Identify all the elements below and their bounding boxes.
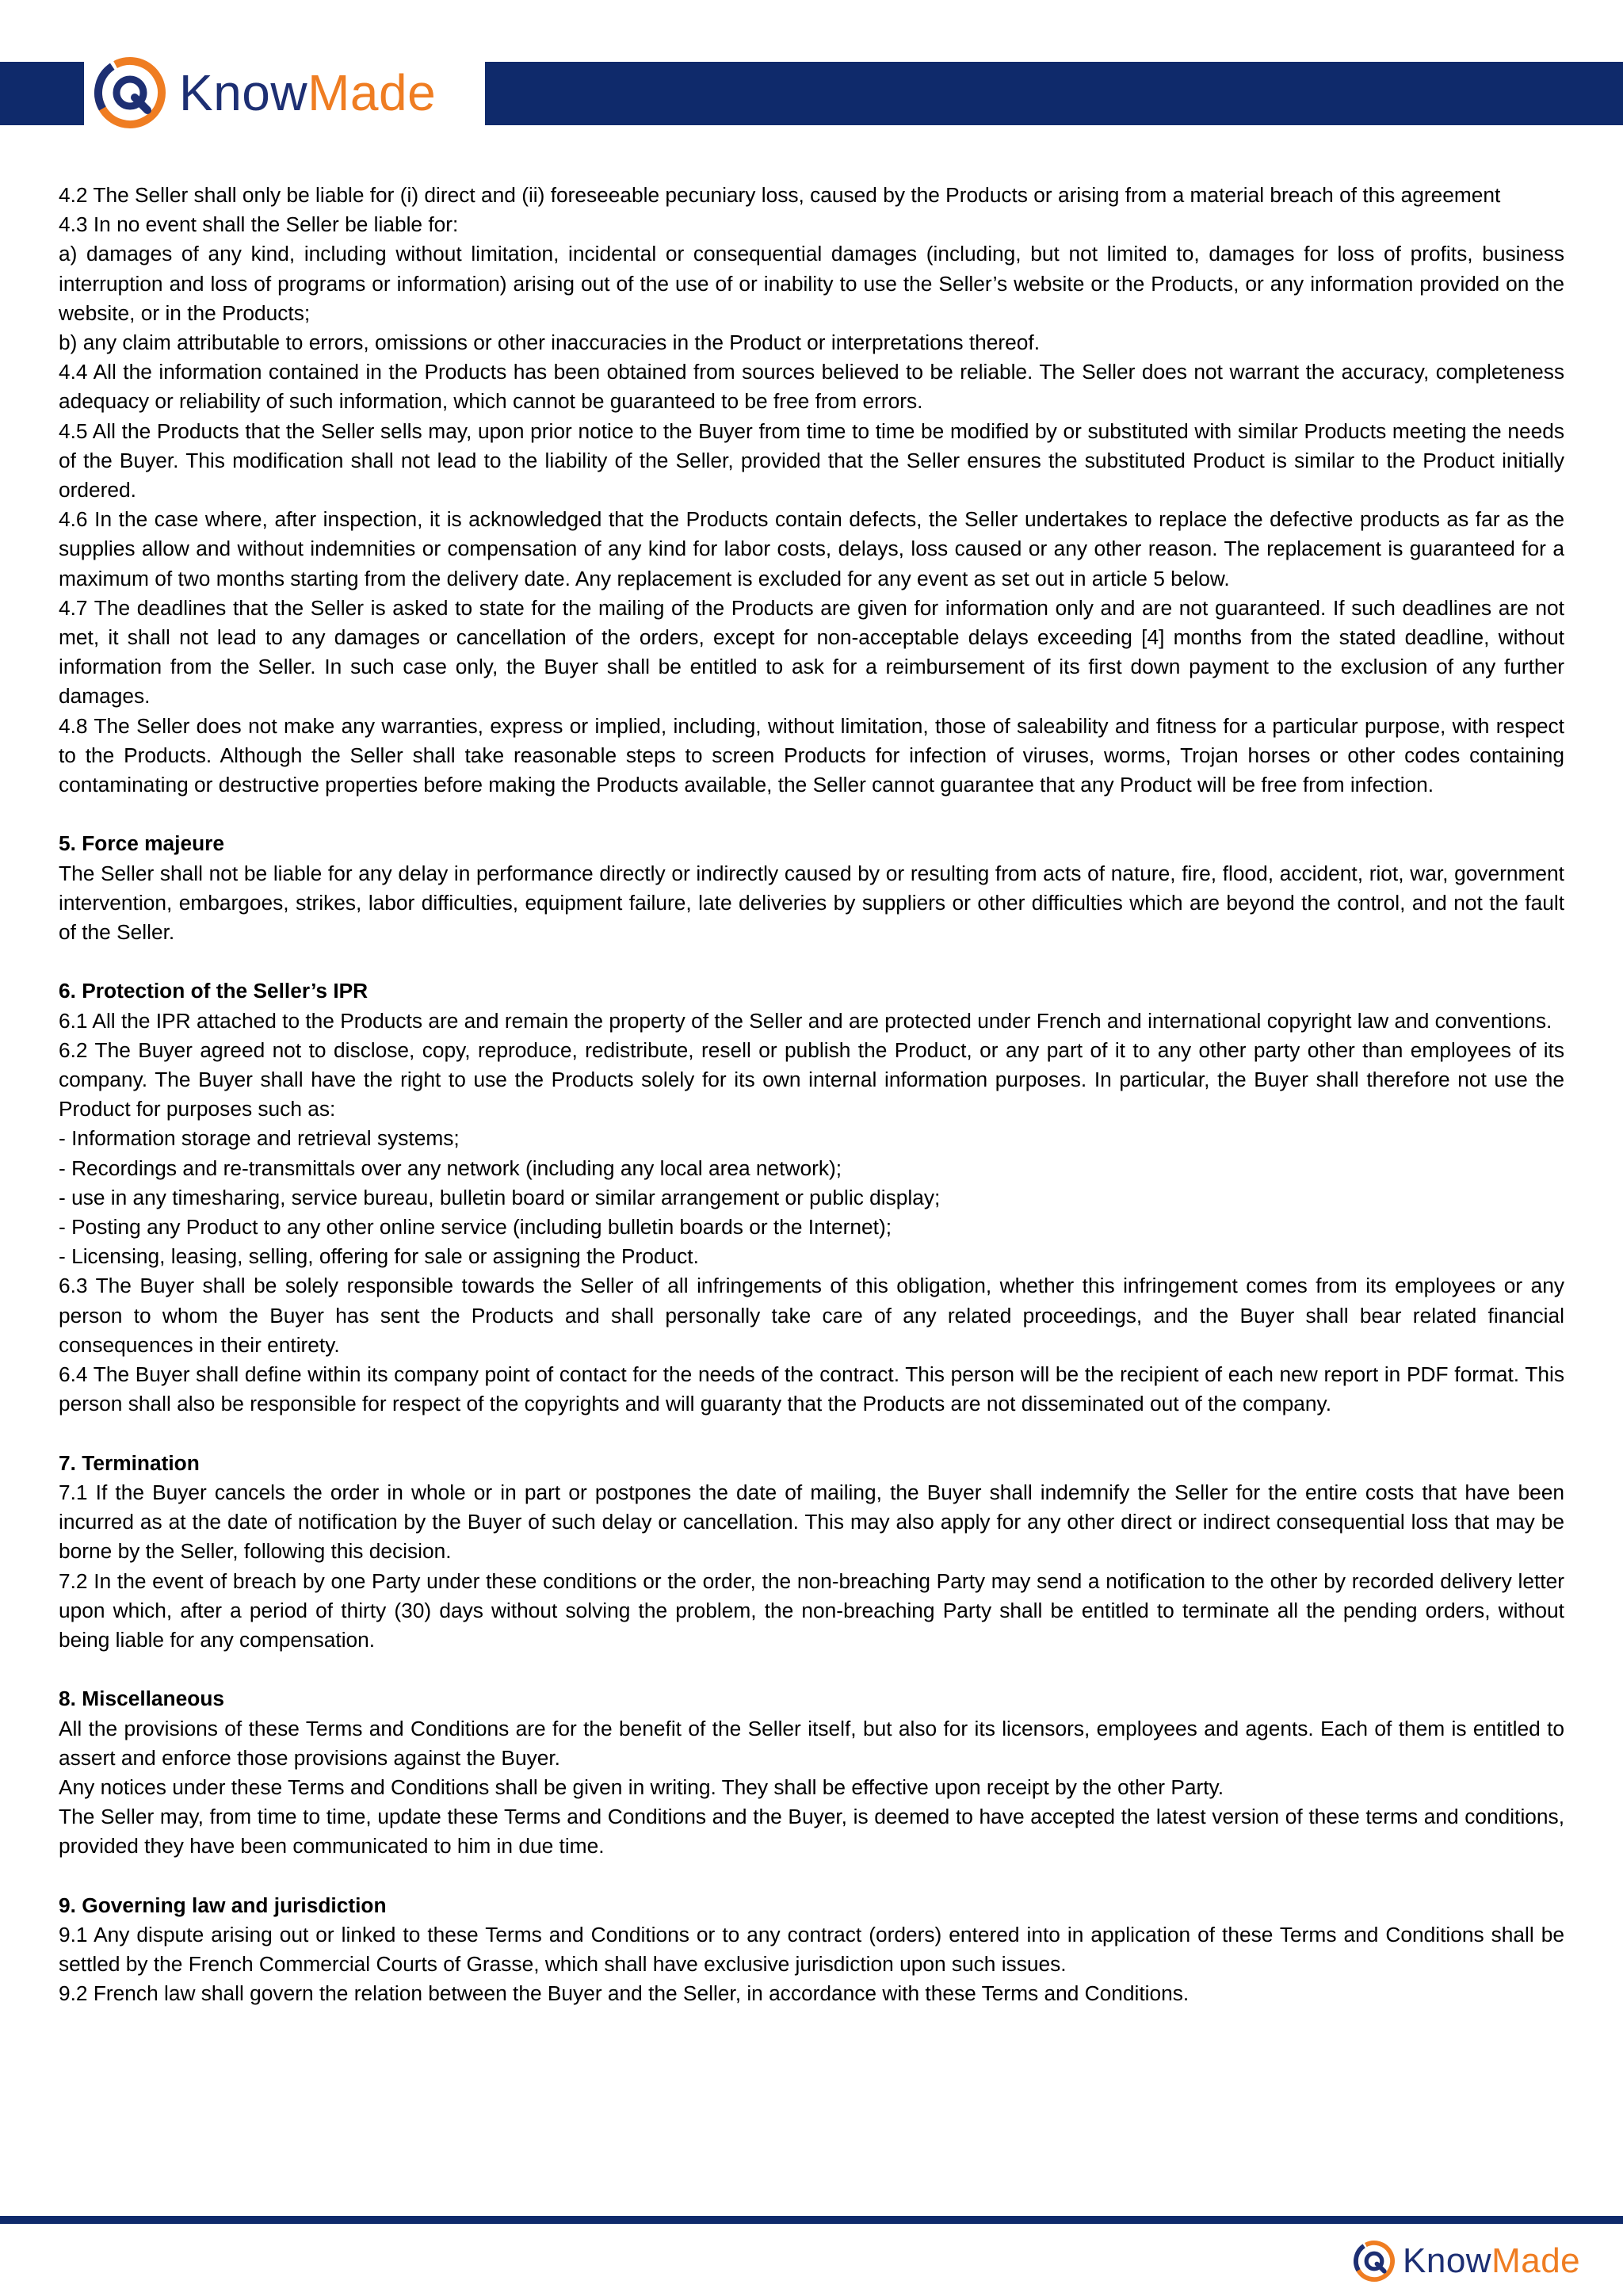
clause-4-6: 4.6 In the case where, after inspection, it is acknowledged that the Products contain defects, the Seller undertakes to replace the defective products as far as the supplies allow and without indemnities or compensation of any kind for labor costs, delays, loss caused or any other reason. The replacement is guaranteed for a maximum of two months starting from the delivery date. Any replacement is excluded for any event as set out in article 5 below. xyxy=(59,507,1564,590)
clause-7-1: 7.1 If the Buyer cancels the order in whole or in part or postpones the date of mailing, the Buyer shall indemnify the Seller for the entire costs that have been incurred as at the date of notification by the Buyer of such delay or cancellation. This may also apply for any other direct or indirect consequential loss that may be borne by the Seller, following this decision. xyxy=(59,1480,1564,1564)
heading-ipr: 6. Protection of the Seller’s IPR xyxy=(59,979,369,1003)
clause-4-3-a: a) damages of any kind, including without limitation, incidental or consequential damages (including, but not limited to, damages for loss of profits, business interruption and loss of programs or information) arising out of the use of or inability to use the Seller’s website or the Products, or any information provided on the website, or in the Products; xyxy=(59,242,1564,325)
clause-9-2: 9.2 French law shall govern the relation between the Buyer and the Seller, in accordance with these Terms and Conditions. xyxy=(59,1981,1190,2006)
logo-made: Made xyxy=(307,64,437,121)
clause-6-2: 6.2 The Buyer agreed not to disclose, copy, reproduce, redistribute, resell or publish the Product, or any part of it to any other party other than employees of its company. The Buyer shall have the right to use the Products solely for its own internal information purposes. In particular, the Buyer shall therefore not use the Product for purposes such as: xyxy=(59,1037,1564,1121)
clause-4-2: 4.2 The Seller shall only be liable for (i) direct and (ii) foreseeable pecuniary loss, caused by the Products or arising from a material breach of this agreement xyxy=(59,183,1501,207)
heading-termination: 7. Termination xyxy=(59,1450,200,1475)
clause-7-2: 7.2 In the event of breach by one Party under these conditions or the order, the non-breaching Party may send a notification to the other by recorded delivery letter upon which, after a period of thirty (30) days without solving the problem, the non-breaching Party shall be entitled to terminate all the pending orders, without being liable for any compensation. xyxy=(59,1568,1564,1652)
logo-know: Know xyxy=(1403,2241,1492,2280)
clause-6-4: 6.4 The Buyer shall define within its company point of contact for the needs of the contract. This person will be the recipient of each new report in PDF format. This person shall also be responsible for respect of the copyrights and will guaranty that the Products are not disseminated out of the company. xyxy=(59,1362,1564,1416)
clause-4-7: 4.7 The deadlines that the Seller is asked to state for the mailing of the Products are given for information only and are not guaranteed. If such deadlines are not met, it shall not lead to any damages or cancellation of the orders, except for non-acceptable delays exceeding [4] months from the stated deadline, without information from the Seller. In such case only, the Buyer shall be entitled to ask for a reimbursement of its first down payment to the exclusion of any further damages. xyxy=(59,595,1564,709)
list-item: - Posting any Product to any other online service (including bulletin boards or the Internet); xyxy=(59,1215,892,1240)
header-logo-text xyxy=(179,63,436,122)
clause-9-1: 9.1 Any dispute arising out or linked to these Terms and Conditions or to any contract (orders) entered into in application of these Terms and Conditions shall be settled by the French Commercial Courts of Grasse, which shall have exclusive jurisdiction upon such issues. xyxy=(59,1922,1564,1977)
clause-6-1: 6.1 All the IPR attached to the Products are and remain the property of the Seller and are protected under French and international copyright law and conventions. xyxy=(59,1008,1552,1033)
knowmade-logo-icon xyxy=(89,52,171,134)
section-gap xyxy=(59,800,1564,829)
heading-governing-law: 9. Governing law and jurisdiction xyxy=(59,1893,387,1917)
clause-6-3: 6.3 The Buyer shall be solely responsible towards the Seller of all infringements of this obligation, whether this infringement comes from its employees or any person to whom the Buyer has sent the Products and shall personally take care of any related proceedings, and the Buyer shall bear related financial consequences in their entirety. xyxy=(59,1274,1564,1357)
clause-4-3: 4.3 In no event shall the Seller be liable for: xyxy=(59,212,459,237)
list-item: - Licensing, leasing, selling, offering for sale or assigning the Product. xyxy=(59,1244,699,1269)
section-gap xyxy=(59,1655,1564,1684)
clause-5: The Seller shall not be liable for any delay in performance directly or indirectly caused by or resulting from acts of nature, fire, flood, accident, riot, war, government intervention, embargoes, strikes, labor difficulties, equipment failure, late deliveries by suppliers or other difficulties which are beyond the control, and not the fault of the Seller. xyxy=(59,861,1564,945)
knowmade-logo-icon xyxy=(1350,2237,1398,2285)
logo-made: Made xyxy=(1491,2241,1581,2280)
section-gap xyxy=(59,947,1564,976)
list-item: - use in any timesharing, service bureau, bulletin board or similar arrangement or public display; xyxy=(59,1185,941,1209)
clause-8-b: Any notices under these Terms and Conditions shall be given in writing. They shall be effective upon receipt by the other Party. xyxy=(59,1775,1224,1799)
header-logo xyxy=(89,49,436,136)
clause-8-a: All the provisions of these Terms and Conditions are for the benefit of the Seller itself, but also for its licensors, employees and agents. Each of them is entitled to assert and enforce those provisions against the Buyer. xyxy=(59,1716,1564,1770)
clause-4-3-b: b) any claim attributable to errors, omissions or other inaccuracies in the Product or interpretations thereof. xyxy=(59,330,1040,355)
clause-8-c: The Seller may, from time to time, update these Terms and Conditions and the Buyer, is deemed to have accepted the latest version of these terms and conditions, provided they have been communicated to him in due time. xyxy=(59,1805,1564,1859)
clause-4-4: 4.4 All the information contained in the Products has been obtained from sources believed to be reliable. The Seller does not warrant the accuracy, completeness adequacy or reliability of such information, which cannot be guaranteed to be free from errors. xyxy=(59,360,1564,414)
clause-4-8: 4.8 The Seller does not make any warranties, express or implied, including, without limitation, those of saleability and fitness for a particular purpose, with respect to the Products. Although the Seller shall take reasonable steps to screen Products for infection of viruses, worms, Trojan horses or other codes containing contaminating or destructive properties before making the Products available, the Seller cannot guarantee that any Product will be free from infection. xyxy=(59,713,1564,797)
logo-know: Know xyxy=(179,64,308,121)
header-bar-right xyxy=(485,62,1623,125)
document-body xyxy=(59,181,1564,2009)
heading-miscellaneous: 8. Miscellaneous xyxy=(59,1687,225,1711)
heading-force-majeure: 5. Force majeure xyxy=(59,831,225,856)
section-gap xyxy=(59,1862,1564,1891)
list-item: - Information storage and retrieval systems; xyxy=(59,1126,460,1151)
footer-logo xyxy=(1350,2237,1580,2286)
header-bar-left xyxy=(0,62,84,125)
section-gap xyxy=(59,1419,1564,1449)
footer-rule xyxy=(0,2216,1623,2224)
footer-logo-text xyxy=(1403,2241,1580,2281)
list-item: - Recordings and re-transmittals over any network (including any local area network); xyxy=(59,1156,842,1180)
clause-4-5: 4.5 All the Products that the Seller sells may, upon prior notice to the Buyer from time to time be modified by or substituted with similar Products meeting the needs of the Buyer. This modification shall not lead to the liability of the Seller, provided that the Seller ensures the substituted Product is similar to the Product initially ordered. xyxy=(59,418,1564,502)
